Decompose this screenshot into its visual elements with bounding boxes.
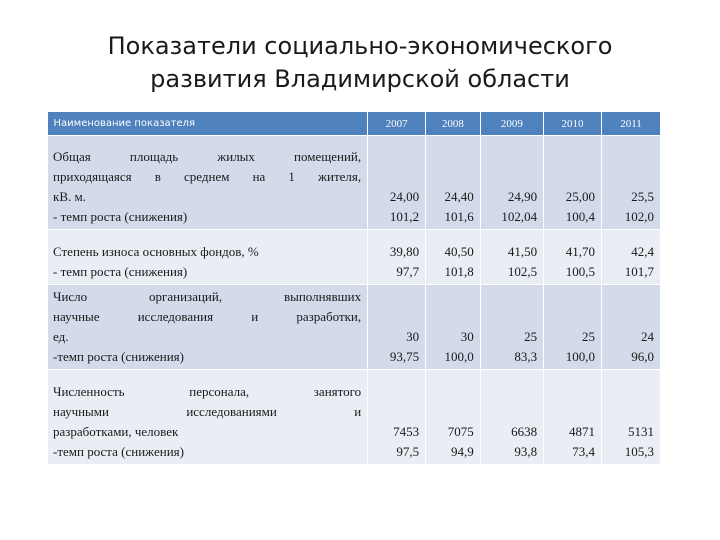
value-cell: 7075 94,9 — [426, 370, 481, 465]
value-cell: 42,4 101,7 — [601, 230, 660, 285]
value-cell: 4871 73,4 — [544, 370, 602, 465]
value-cell: 39,80 97,7 — [368, 230, 426, 285]
page-title — [40, 30, 680, 96]
growth-label: -темп роста (снижения) — [53, 444, 184, 459]
value-cell: 24,90 102,04 — [480, 136, 543, 230]
header-year: 2011 — [601, 112, 660, 136]
value-cell: 40,50 101,8 — [426, 230, 481, 285]
value-cell: 7453 97,5 — [368, 370, 426, 465]
value-cell: 5131 105,3 — [601, 370, 660, 465]
value-cell: 41,70 100,5 — [544, 230, 602, 285]
title-line-2: развития Владимирской области — [150, 65, 570, 93]
value-cell: 24 96,0 — [601, 285, 660, 370]
value-cell: 25,5 102,0 — [601, 136, 660, 230]
table-row — [48, 136, 661, 230]
table-row — [48, 230, 661, 285]
value-cell: 41,50 102,5 — [480, 230, 543, 285]
growth-label: -темп роста (снижения) — [53, 349, 184, 364]
header-year: 2008 — [426, 112, 481, 136]
indicator-name: Степень износа основных фондов, % - темп роста (снижения) — [48, 230, 368, 285]
value-cell: 25 100,0 — [544, 285, 602, 370]
value-cell: 24,40 101,6 — [426, 136, 481, 230]
table-row — [48, 285, 661, 370]
title-line-1: Показатели социально-экономического — [107, 32, 613, 60]
value-cell: 25,00 100,4 — [544, 136, 602, 230]
value-cell: 6638 93,8 — [480, 370, 543, 465]
table-header-row — [48, 112, 661, 136]
table-row — [48, 370, 661, 465]
indicator-name: Численность персонала, занятого научными исследованиями и разработками, человек -темп роста (снижения) — [48, 370, 368, 465]
growth-label: - темп роста (снижения) — [53, 209, 188, 224]
header-year: 2010 — [544, 112, 602, 136]
indicators-table — [47, 112, 661, 465]
value-cell: 25 83,3 — [480, 285, 543, 370]
growth-label: - темп роста (снижения) — [53, 264, 188, 279]
indicator-name: Число организаций, выполнявших научные исследования и разработки, ед. -темп роста (снижения) — [48, 285, 368, 370]
header-year: 2009 — [480, 112, 543, 136]
header-year: 2007 — [368, 112, 426, 136]
header-name: Наименование показателя — [48, 112, 368, 136]
indicator-name: Общая площадь жилых помещений, приходящаяся в среднем на 1 жителя, кВ. м. - темп роста (снижения) — [48, 136, 368, 230]
value-cell: 30 93,75 — [368, 285, 426, 370]
value-cell: 30 100,0 — [426, 285, 481, 370]
value-cell: 24,00 101,2 — [368, 136, 426, 230]
